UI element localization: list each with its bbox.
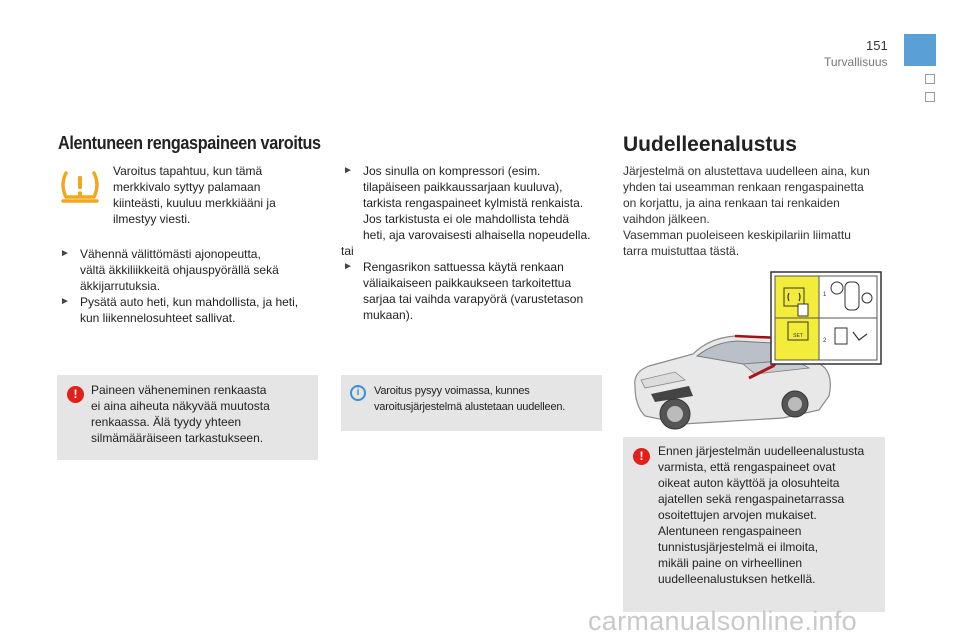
car-illustration xyxy=(623,268,885,438)
exclamation-icon: ! xyxy=(633,448,650,465)
section-title: Turvallisuus xyxy=(824,55,888,69)
page-number: 151 xyxy=(866,38,888,53)
list-item: ► Vähennä välittömästi ajonopeutta, vältä äkkiliikkeitä ohjauspyörällä sekä äkkijarrutuksia. xyxy=(60,247,279,293)
right-heading: Uudelleenalustus xyxy=(623,133,797,156)
watermark: carmanualsonline.info xyxy=(588,606,857,636)
step-2-label: 2 xyxy=(823,338,827,344)
info-icon: i xyxy=(350,385,366,401)
warning-box-right xyxy=(623,437,885,612)
set-label: SET xyxy=(793,333,803,339)
intro-text: Varoitus tapahtuu, kun tämä merkkivalo syttyy palamaan kiinteästi, kuuluu merkkiääni ja ilmestyy viesti. xyxy=(113,164,276,226)
left-bullet-list xyxy=(58,246,318,326)
middle-bullet-list xyxy=(341,163,609,323)
warning-text: Ennen järjestelmän uudelleenalustusta varmista, että rengaspaineet ovat oikeat auton käyttöä ja olosuhteita ajatellen sekä rengaspainetarrassa osoitettujen arvojen mukaiset. Alentuneen rengaspaineen tunnistusjärjestelmä ei ilmoita, mikäli paine on virheellinen uudelleenalustuksen hetkellä. xyxy=(658,444,865,586)
step-1-label: 1 xyxy=(823,292,827,298)
warning-box-left xyxy=(57,375,318,460)
left-heading: Alentuneen rengaspaineen varoitus xyxy=(58,133,321,153)
exclamation-icon: ! xyxy=(67,386,84,403)
list-item: ► Rengasrikon sattuessa käytä renkaan väliaikaiseen paikkaukseen tarkoitettua sarjaa tai vaihda varapyörä (varustetason mukaan). xyxy=(343,260,584,322)
tyre-pressure-warning-icon xyxy=(57,167,103,207)
reset-description: Järjestelmä on alustettava uudelleen aina, kun yhden tai useamman renkaan rengaspainetta on korjattu, ja aina renkaan tai renkaiden vaihdon jälkeen. Vasemman puoleiseen keskipilariin liimattu tarra muistuttaa tästä. xyxy=(623,164,870,258)
or-label: tai xyxy=(341,244,354,258)
info-text: Varoitus pysyy voimassa, kunnes varoitusjärjestelmä alustetaan uudelleen. xyxy=(374,385,566,413)
list-item: ► Pysätä auto heti, kun mahdollista, ja heti, kun liikennelosuhteet sallivat. xyxy=(60,295,299,325)
tab-box-2 xyxy=(925,92,935,102)
info-box xyxy=(341,375,602,431)
section-tab xyxy=(904,34,936,66)
list-item: ► Jos sinulla on kompressori (esim. tilapäiseen paikkaussarjaan kuuluva), tarkista rengaspaineet kylmistä renkaista. Jos tarkistusta ei ole mahdollista tehdä heti, aja varovaisesti alhaisella nopeudella. xyxy=(343,164,591,242)
warning-text: Paineen väheneminen renkaasta ei aina aiheuta näkyvää muutosta renkaassa. Älä tyydy yhteen silmämääräiseen tarkastukseen. xyxy=(91,383,270,445)
tab-box-1 xyxy=(925,74,935,84)
